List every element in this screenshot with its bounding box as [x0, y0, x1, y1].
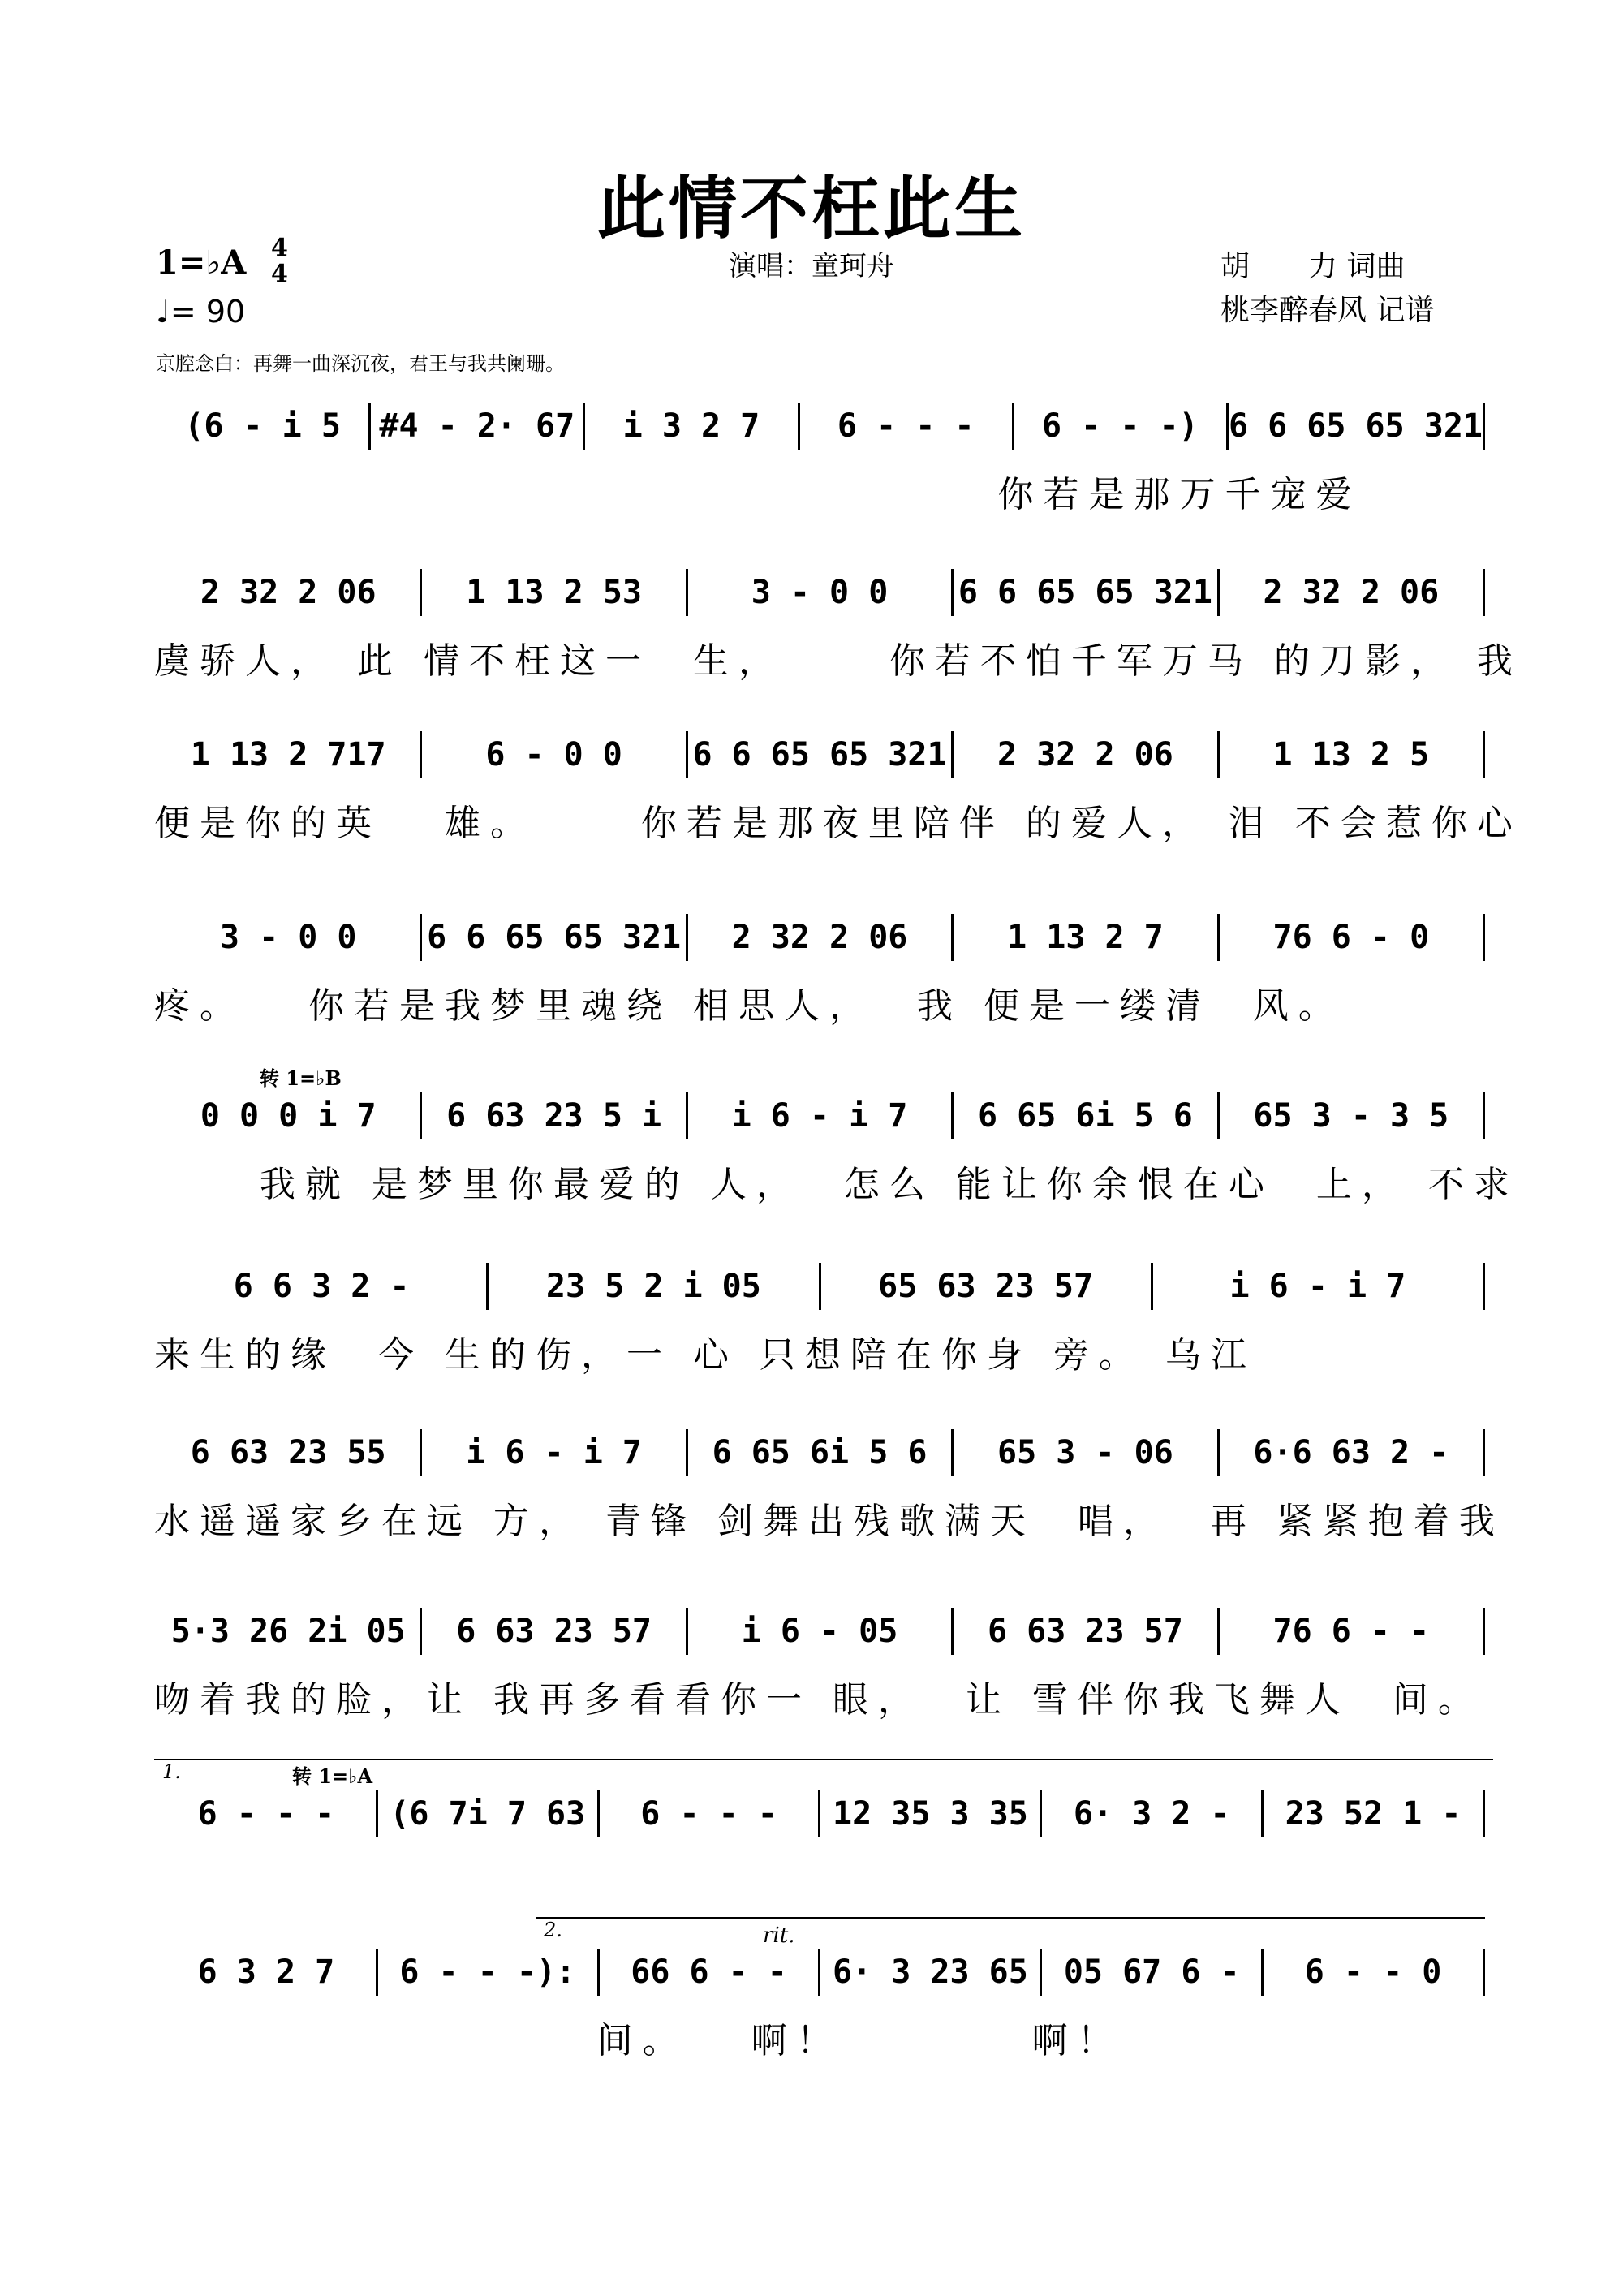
- ritardando-mark: rit.: [763, 1923, 795, 1948]
- measure: 6 65 6i 5 6: [977, 1097, 1193, 1135]
- measure: i 6 - i 7: [1229, 1268, 1406, 1305]
- measure: 6 6 65 65 321: [427, 919, 682, 956]
- measure: i 6 - i 7: [731, 1097, 908, 1135]
- measure: 5·3 26 2i 05: [170, 1613, 406, 1650]
- first-ending-bracket: 1.: [154, 1759, 1493, 1783]
- time-signature-bottom: 4: [271, 260, 288, 288]
- lyrics-line: 来生的缘 今 生的伤，一 心 只想陪在你身 旁。 乌江: [154, 1334, 1256, 1376]
- spoken-note: 京腔念白：再舞一曲深沉夜，君王与我共阑珊。: [156, 352, 565, 375]
- notation-row: [154, 1262, 1485, 1311]
- lyrics-line: 间。 啊！ 啊！: [154, 2020, 1123, 2061]
- measure: 6 - - -): [1042, 407, 1199, 445]
- measure: 65 3 - 3 5: [1253, 1097, 1449, 1135]
- notation-row: [154, 568, 1485, 617]
- singer-credit: 演唱：童珂舟: [729, 250, 894, 282]
- measure: 6 - - -: [640, 1795, 777, 1833]
- measure: i 6 - 05: [741, 1613, 898, 1650]
- measure: 2 32 2 06: [997, 736, 1173, 773]
- measure: i 3 2 7: [622, 407, 760, 445]
- lyrics-line: 疼。 你若是我梦里魂绕 相思人， 我 便是一缕清 风。: [154, 985, 1344, 1027]
- measure: 6 63 23 57: [456, 1613, 652, 1650]
- modulation-mark: 转 1=♭A: [292, 1764, 373, 1788]
- measure: 1 13 2 53: [466, 574, 642, 611]
- measure: 12 35 3 35: [832, 1795, 1028, 1833]
- measure: 6 6 65 65 321: [1228, 407, 1483, 445]
- barline: [1483, 1949, 1485, 1996]
- measure: 6 - - -):: [399, 1954, 576, 1991]
- measure: 6 6 65 65 321: [692, 736, 947, 773]
- notation-row: [154, 913, 1485, 962]
- tempo-marking: ♩= 90: [156, 294, 246, 330]
- lyrics-line: 便是你的英 雄。 你若是那夜里陪伴 的爱人， 泪 不会惹你心: [154, 803, 1522, 844]
- measure: 6 63 23 57: [988, 1613, 1183, 1650]
- barline: [1483, 1429, 1485, 1476]
- notation-row: [154, 1948, 1485, 1997]
- barline: [1483, 731, 1485, 778]
- lyrics-line: 吻着我的脸，让 我再多看看你一 眼， 让 雪伴你我飞舞人 间。: [154, 1679, 1483, 1721]
- measure: (6 - i 5: [184, 407, 341, 445]
- barline: [1483, 1092, 1485, 1139]
- notation-row: [154, 730, 1485, 779]
- lyrics-line: 我就 是梦里你最爱的 人， 怎么 能让你余恨在心 上， 不求: [154, 1164, 1519, 1205]
- barline: [1483, 914, 1485, 961]
- notation-row: [154, 1790, 1485, 1838]
- measure: 6 6 3 2 -: [233, 1268, 410, 1305]
- barline: [1483, 1790, 1485, 1837]
- second-ending-bracket: 2.: [536, 1917, 1485, 1941]
- measure: 0 0 0 i 7: [200, 1097, 377, 1135]
- measure: 65 63 23 57: [878, 1268, 1094, 1305]
- time-signature-top: 4: [271, 234, 288, 262]
- measure: 2 32 2 06: [1263, 574, 1440, 611]
- measure: 6 65 6i 5 6: [712, 1434, 928, 1471]
- measure: 6·6 63 2 -: [1253, 1434, 1449, 1471]
- measure: 76 6 - -: [1272, 1613, 1430, 1650]
- measure: 1 13 2 717: [190, 736, 386, 773]
- lyrics-line: 虞骄人， 此 情不枉这一 生， 你若不怕千军万马 的刀影， 我: [154, 640, 1522, 682]
- notation-row: [154, 1092, 1485, 1140]
- notation-row: [154, 1428, 1485, 1477]
- page-title: 此情不枉此生: [596, 168, 1026, 248]
- measure: 6 63 23 5 i: [446, 1097, 662, 1135]
- measure: 6· 3 2 -: [1073, 1795, 1230, 1833]
- measure: 23 52 1 -: [1285, 1795, 1462, 1833]
- measure: 6 - - -: [837, 407, 975, 445]
- lyrics-line: 你若是那万千宠爱: [154, 474, 1362, 515]
- measure: 66 6 - -: [631, 1954, 787, 1991]
- measure: 6 3 2 7: [197, 1954, 335, 1991]
- notation-row: [154, 1607, 1485, 1656]
- key-signature: 1=♭A: [156, 243, 247, 282]
- measure: 1 13 2 5: [1272, 736, 1430, 773]
- measure: i 6 - i 7: [466, 1434, 642, 1471]
- measure: 6· 3 23 65: [832, 1954, 1028, 1991]
- measure: 23 5 2 i 05: [545, 1268, 761, 1305]
- measure: 3 - 0 0: [219, 919, 357, 956]
- barline: [1483, 569, 1485, 616]
- notation-row: [154, 402, 1485, 450]
- measure: 6 - - -: [197, 1795, 335, 1833]
- lyrics-line: 水遥遥家乡在远 方， 青锋 剑舞出残歌满天 唱， 再 紧紧抱着我: [154, 1501, 1505, 1542]
- measure: 6 - 0 0: [485, 736, 622, 773]
- barline: [1483, 1608, 1485, 1655]
- transcriber-credit: 桃李醉春风 记谱: [1220, 294, 1435, 327]
- measure: 6 63 23 55: [190, 1434, 386, 1471]
- lyricist-composer-credit: 胡 力 词曲: [1220, 250, 1406, 283]
- measure: 6 6 65 65 321: [958, 574, 1212, 611]
- modulation-mark: 转 1=♭B: [260, 1066, 342, 1090]
- barline: [1483, 403, 1485, 450]
- measure: 1 13 2 7: [1007, 919, 1164, 956]
- measure: 65 3 - 06: [997, 1434, 1173, 1471]
- time-signature: [271, 235, 288, 287]
- measure: 76 6 - 0: [1272, 919, 1430, 956]
- measure: 2 32 2 06: [200, 574, 377, 611]
- measure: 05 67 6 -: [1063, 1954, 1240, 1991]
- measure: 6 - - 0: [1304, 1954, 1442, 1991]
- measure: #4 - 2· 67: [379, 407, 575, 445]
- measure: 3 - 0 0: [751, 574, 889, 611]
- measure: (6 7i 7 63: [390, 1795, 586, 1833]
- measure: 2 32 2 06: [731, 919, 908, 956]
- barline: [1483, 1263, 1485, 1310]
